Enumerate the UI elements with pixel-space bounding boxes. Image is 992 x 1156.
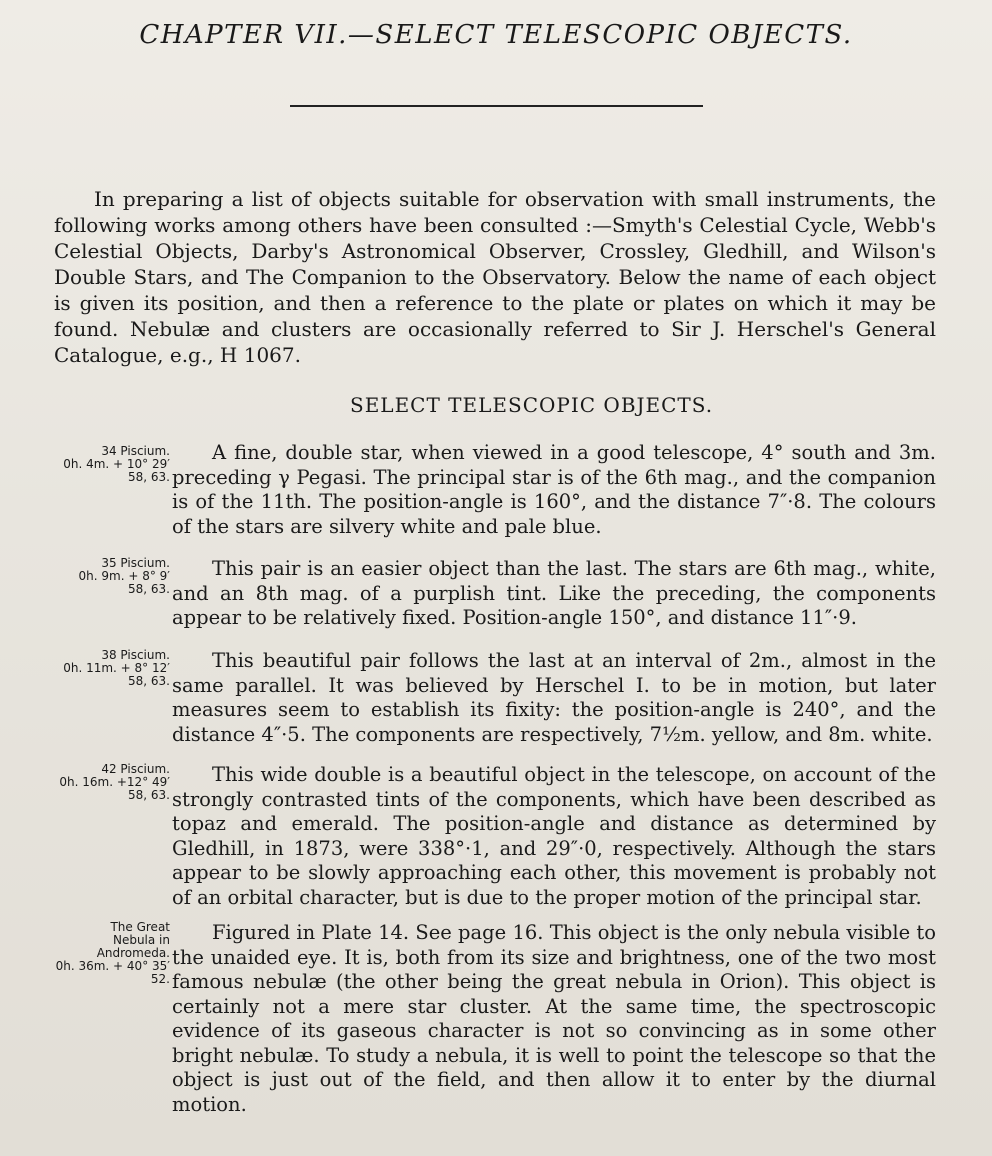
object-name-line: Nebula in [112, 933, 170, 947]
margin-note [40, 921, 170, 986]
entry-body [172, 921, 936, 1117]
title-rule [290, 105, 703, 107]
object-plates: 58, 63. [128, 582, 170, 596]
object-name-line: The Great [110, 920, 170, 934]
object-plates: 58, 63. [128, 788, 170, 802]
entry-text: A fine, double star, when viewed in a good telescope, 4° south and 3m. preceding γ Pegasi. The principal star is of the 6th mag., and the companion is of the 11th. The position-angle is 160°, and the distance 7″·8. The colours of the stars are silvery white and pale blue. [172, 441, 936, 538]
object-position: 0h. 4m. + 10° 29′ [63, 457, 170, 471]
entry-body [172, 649, 936, 747]
object-plates: 58, 63. [128, 674, 170, 688]
margin-note [40, 763, 170, 802]
entry-body [172, 763, 936, 910]
entry-body [172, 441, 936, 539]
object-name-line: Andromeda. [96, 946, 170, 960]
object-position: 0h. 9m. + 8° 9′ [78, 569, 170, 583]
object-plates: 52. [150, 972, 170, 986]
entry-text: This pair is an easier object than the last. The stars are 6th mag., white, and an 8th mag. of a purplish tint. Like the preceding, the components appear to be relatively fixed. Position-angle 150°, and distance 11″·9. [172, 557, 936, 629]
object-position: 0h. 16m. +12° 49′ [59, 775, 170, 789]
object-position: 0h. 36m. + 40° 35′ [55, 959, 170, 973]
intro-paragraph [54, 186, 936, 368]
entry-text: Figured in Plate 14. See page 16. This object is the only nebula visible to the unaided eye. It is, both from its size and brightness, one of the two most famous nebulæ (the other being the great nebula in Orion). This object is certainly not a mere star cluster. At the same time, the spectroscopic evidence of its gaseous character is not so convincing as in some other bright nebulæ. To study a nebula, it is well to point the telescope so that the object is just out of the field, and then allow it to enter by the diurnal motion. [172, 921, 936, 1116]
object-name: 34 Piscium. [101, 444, 170, 458]
entry-body [172, 557, 936, 631]
object-name: 35 Piscium. [101, 556, 170, 570]
object-name: 38 Piscium. [101, 648, 170, 662]
margin-note [40, 557, 170, 596]
margin-note [40, 445, 170, 484]
object-name: 42 Piscium. [101, 762, 170, 776]
intro-text: In preparing a list of objects suitable for observation with small instruments, the following works among others have been consulted :—Smyth's Celestial Cycle, Webb's Celestial Objects, Darby's Astronomical Observer, Crossley, Gledhill, and Wilson's Double Stars, and The Companion to the Observatory. Below the name of each object is given its position, and then a reference to the plate or plates on which it may be found. Nebulæ and clusters are occasionally referred to Sir J. Herschel's General Catalogue, e.g., H 1067. [54, 187, 936, 367]
entry-text: This wide double is a beautiful object in the telescope, on account of the strongly contrasted tints of the components, which have been described as topaz and emerald. The position-angle and distance as determined by Gledhill, in 1873, were 338°·1, and 29″·0, respectively. Although the stars appear to be slowly approaching each other, this movement is probably not of an orbital character, but is due to the proper motion of the principal star. [172, 763, 936, 909]
object-plates: 58, 63. [128, 470, 170, 484]
entry-text: This beautiful pair follows the last at an interval of 2m., almost in the same parallel. It was believed by Herschel I. to be in motion, but later measures seem to establish its fixity: the position-angle is 240°, and the distance 4″·5. The components are respectively, 7½m. yellow, and 8m. white. [172, 649, 936, 746]
section-title: SELECT TELESCOPIC OBJECTS. [350, 393, 714, 417]
chapter-title: CHAPTER VII.—SELECT TELESCOPIC OBJECTS. [139, 20, 853, 50]
object-position: 0h. 11m. + 8° 12′ [63, 661, 170, 675]
margin-note [40, 649, 170, 688]
